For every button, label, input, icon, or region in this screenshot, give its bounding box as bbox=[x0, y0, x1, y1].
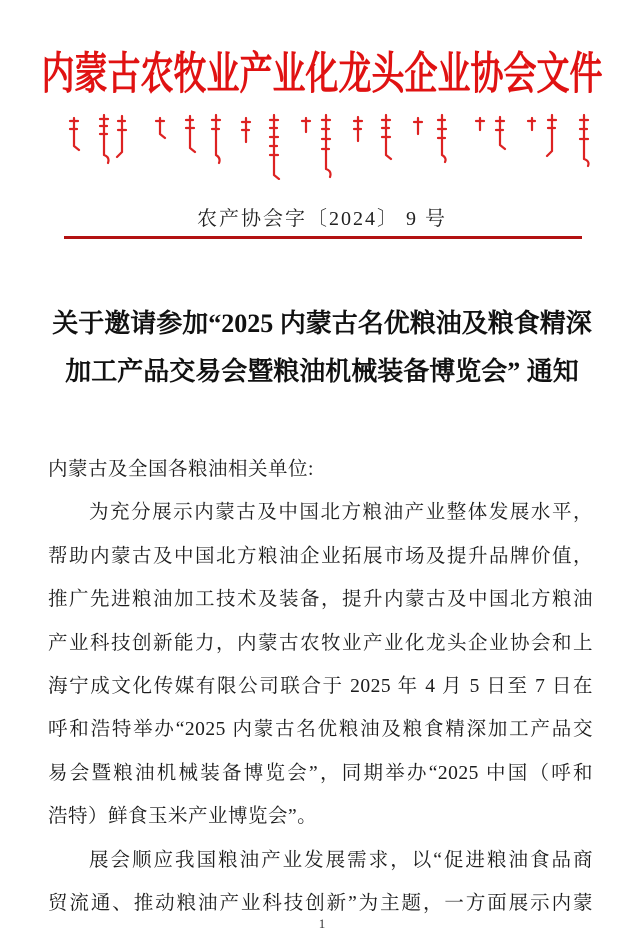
body-line: 易会暨粮油机械装备博览会”，同期举办“2025 中国（呼和 bbox=[48, 762, 593, 784]
body-line: 展会顺应我国粮油产业发展需求，以“促进粮油食品商 bbox=[89, 849, 593, 871]
body-line: 海宁成文化传媒有限公司联合于 2025 年 4 月 5 日至 7 日在 bbox=[48, 675, 593, 697]
document-title-line-2: 加工产品交易会暨粮油机械装备博览会” 通知 bbox=[65, 357, 579, 386]
page-number: 1 bbox=[318, 916, 326, 931]
body-line: 帮助内蒙古及中国北方粮油企业拓展市场及提升品牌价值， bbox=[48, 545, 593, 567]
letterhead-banner: 内蒙古农牧业产业化龙头企业协会文件 bbox=[41, 50, 603, 100]
body-line: 呼和浩特举办“2025 内蒙古名优粮油及粮食精深加工产品交 bbox=[48, 719, 593, 741]
red-divider-line bbox=[64, 236, 582, 239]
body-line: 贸流通、推动粮油产业科技创新”为主题，一方面展示内蒙 bbox=[48, 892, 593, 914]
body-line: 产业科技创新能力，内蒙古农牧业产业化龙头企业协会和上 bbox=[48, 632, 593, 654]
body-line: 推广先进粮油加工技术及装备，提升内蒙古及中国北方粮油 bbox=[48, 589, 593, 611]
document-reference-number: 农产协会字〔2024〕 9 号 bbox=[197, 208, 447, 230]
salutation-line: 内蒙古及全国各粮油相关单位: bbox=[48, 459, 314, 480]
document-body bbox=[48, 448, 593, 925]
document-title-line-1: 关于邀请参加“2025 内蒙古名优粮油及粮食精深 bbox=[52, 309, 592, 338]
body-line: 浩特）鲜食玉米产业博览会”。 bbox=[48, 806, 318, 828]
body-line: 为充分展示内蒙古及中国北方粮油产业整体发展水平， bbox=[89, 502, 593, 524]
document-title bbox=[24, 300, 620, 396]
mongolian-script-banner bbox=[60, 112, 600, 180]
